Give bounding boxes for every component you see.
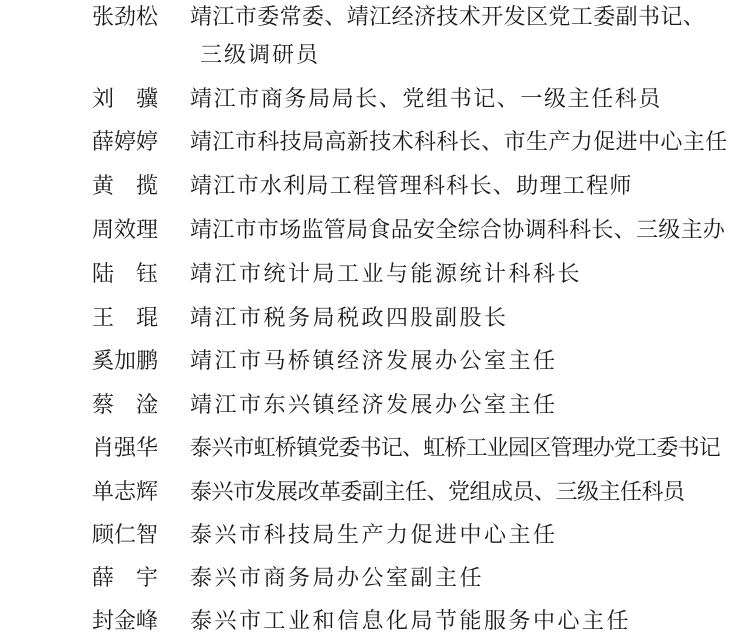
person-name: 刘骥 [92,87,181,112]
person-title: 泰兴市虹桥镇党委书记、虹桥工业园区管理办党工委书记 [190,436,721,461]
person-title: 靖江市东兴镇经济发展办公室主任 [190,393,558,418]
entry-row [0,303,750,339]
person-title: 泰兴市发展改革委副主任、党组成员、三级主任科员 [190,480,685,505]
entry-row [0,390,750,426]
person-title: 靖江市马桥镇经济发展办公室主任 [190,349,558,374]
person-name: 肖强华 [92,436,159,461]
person-title: 泰兴市商务局办公室副主任 [190,566,485,591]
person-name: 单志辉 [92,480,159,505]
entry-row [0,346,750,382]
person-name: 奚加鹏 [92,349,159,374]
entry-row [0,127,750,163]
entry-row [0,2,750,38]
person-title: 靖江市水利局工程管理科科长、助理工程师 [190,174,633,199]
person-name: 蔡淦 [92,393,181,418]
person-title-continuation: 三级调研员 [200,43,321,68]
person-title: 靖江市商务局局长、党组书记、一级主任科员 [190,87,663,112]
entry-row [0,259,750,295]
person-name: 薛婷婷 [92,130,159,155]
entry-row [0,433,750,469]
person-title: 靖江市市场监管局食品安全综合协调科科长、三级主办 [190,218,726,243]
entry-row [0,520,750,556]
entry-row-continuation [0,40,750,76]
person-title: 泰兴市工业和信息化局节能服务中心主任 [190,609,632,634]
entry-row [0,215,750,251]
person-name: 顾仁智 [92,523,159,548]
entry-row [0,563,750,599]
person-name: 黄揽 [92,174,181,199]
entry-row [0,84,750,120]
person-name: 封金峰 [92,609,159,634]
entry-row [0,171,750,207]
person-name: 薛宇 [92,566,181,591]
person-name: 王琨 [92,306,181,331]
person-name: 周效理 [92,218,159,243]
entry-row [0,477,750,513]
person-name: 张劲松 [92,5,159,30]
person-title: 靖江市科技局高新技术科科长、市生产力促进中心主任 [190,130,728,155]
person-title: 靖江市统计局工业与能源统计科科长 [190,262,583,287]
person-title: 泰兴市科技局生产力促进中心主任 [190,523,558,548]
person-title: 靖江市税务局税政四股副股长 [190,306,509,331]
entry-row [0,606,750,642]
person-title: 靖江市委常委、靖江经济技术开发区党工委副书记、 [190,5,706,30]
person-name: 陆钰 [92,262,181,287]
